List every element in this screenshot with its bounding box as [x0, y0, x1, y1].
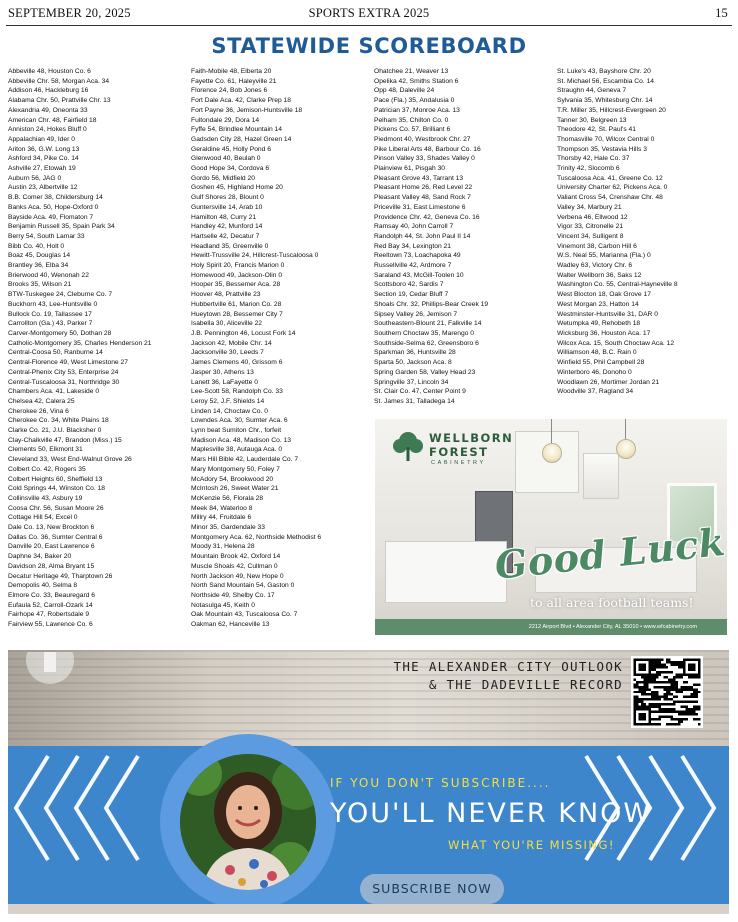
- score-line: BTW-Tuskegee 24, Cleburne Co. 7: [8, 291, 113, 299]
- score-line: Dale Co. 13, New Brockton 6: [8, 524, 95, 532]
- score-line: Brierwood 40, Wenonah 22: [8, 271, 89, 279]
- score-line: Bullock Co. 19, Tallassee 17: [8, 310, 92, 318]
- score-line: Montgomery Aca. 62, Northside Methodist 6: [191, 533, 322, 541]
- score-line: Wetumpka 49, Rehobeth 18: [557, 320, 641, 328]
- pendant-light-icon: [616, 439, 636, 459]
- score-line: Sipsey Valley 26, Jemison 7: [374, 310, 458, 318]
- score-line: Westminster-Huntsville 31, DAR 0: [557, 310, 658, 318]
- score-line: North Sand Mountain 54, Gaston 0: [191, 582, 295, 590]
- score-line: Southside-Selma 62, Greensboro 6: [374, 339, 479, 347]
- score-line: W.S. Neal 55, Marianna (Fla.) 0: [557, 252, 651, 260]
- score-line: Boaz 45, Douglas 14: [8, 252, 71, 260]
- score-line: Glenwood 40, Beulah 0: [191, 155, 261, 163]
- score-line: Hewitt-Trussville 24, Hillcrest-Tuscaloosa 0: [191, 252, 319, 260]
- score-line: B.B. Comer 38, Childersburg 14: [8, 194, 103, 202]
- score-line: Hooper 35, Bessemer Aca. 28: [191, 281, 281, 289]
- score-line: Section 19, Cedar Bluff 7: [374, 291, 449, 299]
- scores-column-4: [557, 67, 735, 397]
- score-line: Dallas Co. 36, Sumter Central 6: [8, 533, 103, 541]
- score-line: Springville 37, Lincoln 34: [374, 378, 449, 386]
- score-line: Muscle Shoals 42, Cullman 0: [191, 562, 278, 570]
- score-line: Washington Co. 55, Central-Hayneville 8: [557, 281, 678, 289]
- ad-address-footer: 2212 Airport Blvd • Alexander City, AL 35010 • www.wfcabinetry.com: [375, 619, 727, 635]
- tagline-line3: WHAT YOU'RE MISSING!: [448, 838, 616, 852]
- score-line: Opp 48, Daleville 24: [374, 87, 435, 95]
- score-line: Verbena 46, Ellwood 12: [557, 213, 628, 221]
- score-line: Pelham 35, Chilton Co. 0: [374, 116, 449, 124]
- score-line: Holy Spirit 20, Francis Marion 0: [191, 262, 285, 270]
- score-line: Opelika 42, Smiths Station 6: [374, 77, 459, 85]
- score-line: St. James 31, Talladega 14: [374, 397, 455, 405]
- wellborn-logo: [391, 429, 514, 469]
- score-line: Gadsden City 28, Hazel Green 14: [191, 135, 292, 143]
- score-line: Clay-Chalkville 47, Brandon (Miss.) 15: [8, 436, 122, 444]
- score-line: Isabella 30, Aliceville 22: [191, 320, 263, 328]
- pendant-cord: [625, 419, 626, 441]
- score-line: Pace (Fla.) 35, Andalusia 0: [374, 97, 455, 105]
- score-line: Gulf Shores 28, Blount 0: [191, 194, 264, 202]
- score-line: Fairview 55, Lawrence Co. 6: [8, 621, 93, 629]
- score-line: University Charter 62, Pickens Aca. 0: [557, 184, 668, 192]
- tagline-line1: IF YOU DON'T SUBSCRIBE....: [330, 776, 551, 790]
- publication-name-line1: THE ALEXANDER CITY OUTLOOK: [393, 659, 623, 674]
- brand-name-line2: FOREST: [429, 445, 489, 459]
- score-line: Carver-Montgomery 50, Dothan 28: [8, 329, 112, 337]
- score-line: Cleveland 33, West End-Walnut Grove 26: [8, 456, 132, 464]
- score-line: Good Hope 34, Cordova 6: [191, 165, 270, 173]
- score-line: Scottsboro 42, Sardis 7: [374, 281, 444, 289]
- score-line: Shoals Chr. 32, Phillips-Bear Creek 19: [374, 300, 489, 308]
- score-line: Pike Liberal Arts 48, Barbour Co. 16: [374, 145, 481, 153]
- score-line: Florence 24, Bob Jones 6: [191, 87, 268, 95]
- score-line: Ariton 36, G.W. Long 13: [8, 145, 80, 153]
- score-line: Hartselle 42, Decatur 7: [191, 232, 260, 240]
- score-line: Meek 84, Waterloo 8: [191, 504, 253, 512]
- score-line: Mountain Brook 42, Oxford 14: [191, 553, 281, 561]
- score-line: Demopolis 40, Selma 8: [8, 582, 78, 590]
- header-rule: [6, 25, 732, 26]
- score-line: Lanett 36, LaFayette 0: [191, 378, 258, 386]
- score-line: Maplesville 38, Autauga Aca. 0: [191, 446, 283, 454]
- score-line: Notasulga 45, Keith 0: [191, 601, 255, 609]
- score-line: Priceville 31, East Limestone 6: [374, 203, 466, 211]
- score-line: Theodore 42, St. Paul's 41: [557, 126, 636, 134]
- score-line: Decatur Heritage 49, Tharptown 26: [8, 572, 113, 580]
- score-line: Ramsay 40, John Carroll 7: [374, 223, 454, 231]
- score-line: Spring Garden 58, Valley Head 23: [374, 368, 476, 376]
- score-line: American Chr. 48, Fairfield 18: [8, 116, 97, 124]
- issue-date: SEPTEMBER 20, 2025: [8, 6, 131, 20]
- score-line: Pickens Co. 57, Brilliant 6: [374, 126, 451, 134]
- score-line: Wilcox Aca. 15, South Choctaw Aca. 12: [557, 339, 675, 347]
- score-line: Fayette Co. 61, Haleyville 21: [191, 77, 277, 85]
- score-line: Pleasant Valley 48, Sand Rock 7: [374, 194, 471, 202]
- score-line: Buckhorn 43, Lee-Huntsville 0: [8, 300, 98, 308]
- score-line: Clements 50, Elkmont 31: [8, 446, 83, 454]
- score-line: Handley 42, Munford 14: [191, 223, 263, 231]
- score-line: Banks Aca. 50, Hope-Oxford 0: [8, 203, 99, 211]
- score-line: Mary Montgomery 50, Foley 7: [191, 465, 280, 473]
- score-line: Jackson 42, Mobile Chr. 14: [191, 339, 272, 347]
- score-line: T.R. Miller 35, Hillcrest-Evergreen 20: [557, 106, 666, 114]
- score-line: Austin 23, Albertville 12: [8, 184, 78, 192]
- score-line: Pinson Valley 33, Shades Valley 0: [374, 155, 475, 163]
- score-line: Hubbertville 61, Marion Co. 28: [191, 300, 282, 308]
- score-line: Woodlawn 26, Mortimer Jordan 21: [557, 378, 660, 386]
- score-line: Mars Hill Bible 42, Lauderdale Co. 7: [191, 456, 299, 464]
- scores-column-2: [191, 67, 369, 630]
- score-line: Sylvania 35, Whitesburg Chr. 14: [557, 97, 653, 105]
- score-line: Thompson 35, Vestavia Hills 3: [557, 145, 647, 153]
- score-line: Cherokee 26, Vina 6: [8, 407, 69, 415]
- score-line: St. Luke's 43, Bayshore Chr. 20: [557, 68, 651, 75]
- score-line: Walter Wellborn 36, Saks 12: [557, 271, 642, 279]
- scores-column-3: [374, 67, 552, 407]
- score-line: Danville 20, East Lawrence 6: [8, 543, 95, 551]
- score-line: Straughn 44, Geneva 7: [557, 87, 627, 95]
- score-line: Williamson 48, B.C. Rain 0: [557, 349, 637, 357]
- score-line: Hamilton 48, Curry 21: [191, 213, 257, 221]
- score-line: Lynn beat Sumiton Chr., forfeit: [191, 427, 282, 435]
- score-line: Colbert Heights 60, Sheffield 13: [8, 475, 103, 483]
- score-line: Hoover 48, Prattville 23: [191, 291, 261, 299]
- score-line: Trinity 42, Slocomb 6: [557, 165, 620, 173]
- score-line: Ohatchee 21, Weaver 13: [374, 68, 449, 75]
- score-line: Central-Coosa 50, Ranburne 14: [8, 349, 103, 357]
- score-line: Jacksonville 30, Leeds 7: [191, 349, 264, 357]
- score-line: Daphne 34, Baker 20: [8, 553, 72, 561]
- score-line: Sparta 50, Jackson Aca. 8: [374, 359, 452, 367]
- wellborn-forest-ad[interactable]: [375, 419, 727, 635]
- section-name: SPORTS EXTRA 2025: [308, 6, 430, 20]
- score-line: Abbeville Chr. 58, Morgan Aca. 34: [8, 77, 110, 85]
- score-line: Winfield 55, Phil Campbell 28: [557, 359, 645, 367]
- score-line: Cottage Hill 54, Excel 0: [8, 514, 78, 522]
- good-luck-headline: Good Luck: [492, 518, 727, 588]
- score-line: Leroy 52, J.F. Shields 14: [191, 397, 265, 405]
- subscription-ad[interactable]: [8, 650, 729, 914]
- score-line: Southern Choctaw 35, Marengo 0: [374, 329, 475, 337]
- score-line: Russellville 42, Ardmore 7: [374, 262, 452, 270]
- score-line: Gordo 56, Midfield 20: [191, 174, 255, 182]
- score-line: Brooks 35, Wilson 21: [8, 281, 72, 289]
- score-line: Sparkman 36, Huntsville 28: [374, 349, 456, 357]
- score-line: Winterboro 46, Donoho 0: [557, 368, 632, 376]
- score-line: Fairhope 47, Robertsdale 9: [8, 611, 90, 619]
- score-line: Addison 46, Hackleburg 16: [8, 87, 89, 95]
- score-line: Linden 14, Choctaw Co. 0: [191, 407, 268, 415]
- score-line: Vincent 34, Sulligent 8: [557, 232, 624, 240]
- score-line: McIntosh 26, Sweet Water 21: [191, 485, 279, 493]
- score-line: Cherokee Co. 34, White Plains 18: [8, 417, 109, 425]
- score-line: Abbeville 48, Houston Co. 6: [8, 68, 91, 75]
- score-line: Saraland 43, McGill-Toolen 10: [374, 271, 464, 279]
- pendant-light-icon: [542, 443, 562, 463]
- score-line: Fort Dale Aca. 42, Clarke Prep 18: [191, 97, 291, 105]
- score-line: Homewood 49, Jackson-Olin 0: [191, 271, 283, 279]
- publication-name-line2: & THE DADEVILLE RECORD: [428, 677, 623, 692]
- qr-code-icon[interactable]: [631, 656, 703, 728]
- score-line: Anniston 24, Hokes Bluff 0: [8, 126, 87, 134]
- score-line: Geraldine 45, Holly Pond 6: [191, 145, 271, 153]
- score-line: Thorsby 42, Hale Co. 37: [557, 155, 630, 163]
- score-line: Southeastern-Blount 21, Falkville 14: [374, 320, 482, 328]
- score-line: Wicksburg 36, Houston Aca. 17: [557, 329, 651, 337]
- outlook-logo-icon: [22, 652, 80, 692]
- score-line: Lee-Scott 58, Randolph Co. 33: [191, 388, 283, 396]
- scores-column-1: [8, 67, 186, 630]
- score-line: St. Clair Co. 47, Center Point 9: [374, 388, 466, 396]
- score-line: Alexandria 49, Oneonta 33: [8, 106, 88, 114]
- portrait-icon: [180, 754, 316, 890]
- score-line: Providence Chr. 42, Geneva Co. 16: [374, 213, 480, 221]
- bottom-strip: [8, 904, 729, 914]
- score-line: Millry 44, Fruitdale 6: [191, 514, 252, 522]
- score-line: Catholic-Montgomery 35, Charles Henderson 21: [8, 339, 152, 347]
- score-line: Vinemont 38, Carbon Hill 6: [557, 242, 637, 250]
- score-line: Bibb Co. 40, Holt 0: [8, 242, 65, 250]
- brand-name-line3: CABINETRY: [431, 460, 486, 466]
- score-line: Coosa Chr. 56, Susan Moore 26: [8, 504, 104, 512]
- score-line: Randolph 44, St. John Paul II 14: [374, 232, 471, 240]
- score-line: Tanner 30, Belgreen 13: [557, 116, 627, 124]
- score-line: North Jackson 49, New Hope 0: [191, 572, 284, 580]
- score-line: Cold Springs 44, Winston Co. 18: [8, 485, 106, 493]
- score-line: Appalachian 49, Ider 0: [8, 135, 75, 143]
- score-line: Plainview 61, Pisgah 30: [374, 165, 446, 173]
- score-line: Wadley 63, Victory Chr. 6: [557, 262, 633, 270]
- score-line: Northside 49, Shelby Co. 17: [191, 591, 275, 599]
- score-line: Central-Phenix City 53, Enterprise 24: [8, 368, 119, 376]
- score-line: Red Bay 34, Lexington 21: [374, 242, 451, 250]
- score-line: Valley 34, Marbury 21: [557, 203, 622, 211]
- score-line: Jasper 30, Athens 13: [191, 368, 254, 376]
- tagline-headline: YOU'LL NEVER KNOW: [330, 798, 653, 829]
- score-line: Davidson 28, Alma Bryant 15: [8, 562, 95, 570]
- score-line: Patrician 37, Monroe Aca. 13: [374, 106, 460, 114]
- score-line: Benjamin Russell 35, Spain Park 34: [8, 223, 115, 231]
- score-line: Lowndes Aca. 30, Sumter Aca. 6: [191, 417, 288, 425]
- score-line: Ashford 34, Pike Co. 14: [8, 155, 79, 163]
- score-line: St. Michael 56, Escambia Co. 14: [557, 77, 655, 85]
- ad-message: to all area football teams!: [530, 595, 694, 610]
- score-line: Reeltown 73, Loachapoka 49: [374, 252, 461, 260]
- score-line: Vigor 33, Citronelle 21: [557, 223, 624, 231]
- score-line: Guntersville 14, Arab 10: [191, 203, 263, 211]
- score-line: Brantley 36, Elba 34: [8, 262, 69, 270]
- tree-icon: [391, 429, 425, 465]
- page-number: 15: [715, 6, 728, 20]
- score-line: Moody 31, Helena 28: [191, 543, 255, 551]
- score-line: Pleasant Home 26, Red Level 22: [374, 184, 473, 192]
- score-line: Central-Florence 49, West Limestone 27: [8, 359, 128, 367]
- score-line: Oakman 62, Hanceville 13: [191, 621, 270, 629]
- score-line: Faith-Mobile 48, Elberta 20: [191, 68, 272, 75]
- pendant-cord: [551, 419, 552, 445]
- score-line: Clarke Co. 21, J.U. Blacksher 0: [8, 427, 102, 435]
- score-line: Valiant Cross 54, Crenshaw Chr. 48: [557, 194, 663, 202]
- score-line: Alabama Chr. 50, Prattville Chr. 13: [8, 97, 111, 105]
- score-line: McKenzie 56, Florala 28: [191, 494, 264, 502]
- subscribe-now-button[interactable]: SUBSCRIBE NOW: [360, 874, 504, 904]
- score-line: Piedmont 40, Westbrook Chr. 27: [374, 135, 471, 143]
- score-line: Fyffe 54, Brindlee Mountain 14: [191, 126, 282, 134]
- score-line: Fort Payne 36, Jemison-Huntsville 18: [191, 106, 303, 114]
- score-line: J.B. Pennington 46, Locust Fork 14: [191, 329, 296, 337]
- score-line: Goshen 45, Highland Home 20: [191, 184, 283, 192]
- page-header: [8, 4, 730, 24]
- score-line: West Blocton 18, Oak Grove 17: [557, 291, 651, 299]
- score-line: McAdory 54, Brookwood 20: [191, 475, 274, 483]
- score-line: Woodville 37, Ragland 34: [557, 388, 634, 396]
- score-line: Elmore Co. 33, Beauregard 6: [8, 591, 95, 599]
- score-line: James Clemens 40, Grissom 6: [191, 359, 283, 367]
- score-line: Hueytown 28, Bessemer City 7: [191, 310, 283, 318]
- score-line: Collinsville 43, Asbury 19: [8, 494, 83, 502]
- brand-name-line1: WELLBORN: [429, 431, 514, 445]
- score-line: Pleasant Grove 43, Tarrant 13: [374, 174, 464, 182]
- score-line: Auburn 56, JAG 0: [8, 174, 62, 182]
- woman-portrait-image: [180, 754, 316, 890]
- score-line: Chelsea 42, Calera 25: [8, 397, 75, 405]
- page-title: STATEWIDE SCOREBOARD: [211, 34, 527, 58]
- score-line: Central-Tuscaloosa 31, Northridge 30: [8, 378, 120, 386]
- score-line: Thomasville 70, Wilcox Central 0: [557, 135, 655, 143]
- score-line: West Morgan 23, Hatton 14: [557, 300, 639, 308]
- score-line: Fultondale 29, Dora 14: [191, 116, 260, 124]
- score-line: Tuscaloosa Aca. 41, Greene Co. 12: [557, 174, 663, 182]
- score-line: Berry 54, South Lamar 33: [8, 232, 85, 240]
- score-line: Ashville 27, Etowah 19: [8, 165, 76, 173]
- score-line: Madison Aca. 48, Madison Co. 13: [191, 436, 291, 444]
- score-line: Bayside Aca. 49, Flomaton 7: [8, 213, 94, 221]
- score-line: Minor 35, Gardendale 33: [191, 524, 265, 532]
- score-line: Headland 35, Greenville 0: [191, 242, 269, 250]
- island-cabinet-image: [385, 541, 507, 603]
- score-line: Carrollton (Ga.) 43, Parker 7: [8, 320, 93, 328]
- score-line: Oak Mountain 43, Tuscaloosa Co. 7: [191, 611, 298, 619]
- score-line: Colbert Co. 42, Rogers 35: [8, 465, 86, 473]
- score-line: Eufaula 52, Carroll-Ozark 14: [8, 601, 93, 609]
- range-hood-image: [583, 453, 619, 499]
- score-line: Chambers Aca. 41, Lakeside 0: [8, 388, 100, 396]
